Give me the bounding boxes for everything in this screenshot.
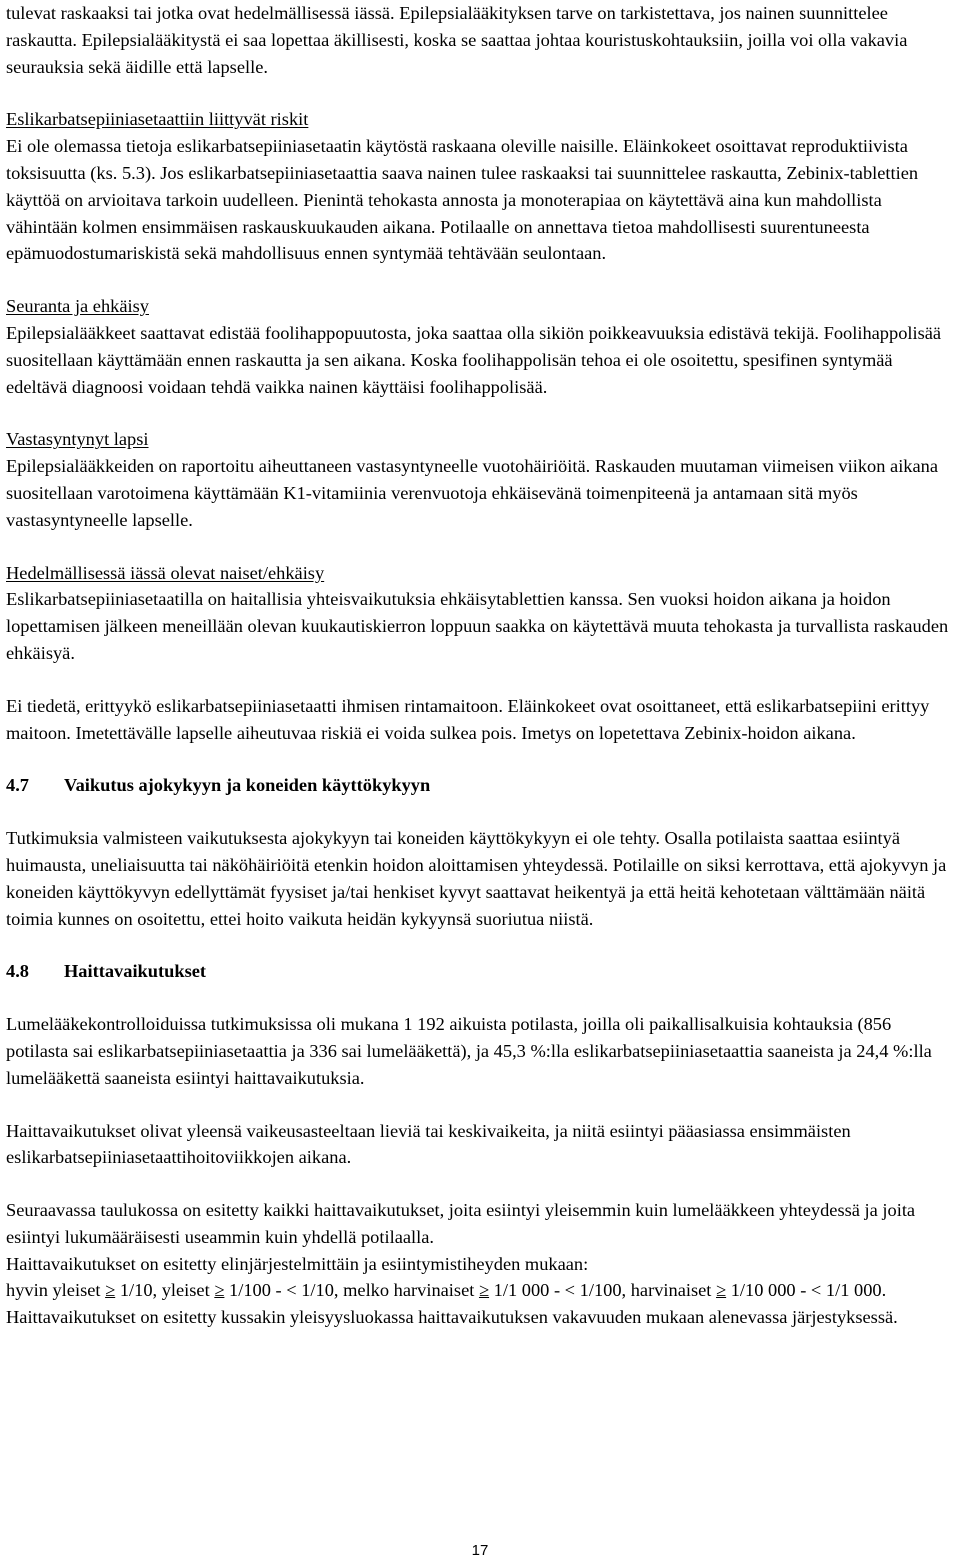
section-number: 4.7: [6, 775, 29, 796]
section-4-7-paragraph: Tutkimuksia valmisteen vaikutuksesta ajokykyyn tai koneiden käyttökykyyn ei ole tehty. Osalla potilaista saattaa esiintyä huimausta, uneliaisuutta tai näköhäiriöitä etenkin hoidon aloittamisen yhteydessä. Potilaille on siksi kerrottava, että ajokyvyn ja koneiden käyttökyvyn edellyttämät fyysiset ja/tai henkiset kyvyt saattavat heikentyä ja että heitä kehotetaan välttämään näitä toimia kunnes on osoitettu, ettei hoito vaikuta heidän kykyynsä suoriutua niistä.: [6, 828, 947, 929]
risks-paragraph: Ei ole olemassa tietoja eslikarbatsepiiniasetaatin käytöstä raskaana oleville naisille. Eläinkokeet osoittavat reproduktiivista toksisuutta (ks. 5.3). Jos eslikarbatsepiiniasetaattia saava nainen tulee raskaaksi tai suunnittelee raskautta, Zebinix-tablettien käyttöä on arvioitava tarkoin uudelleen. Pienintä tehokasta annosta ja monoterapiaa on käytettävä aina kun mahdollista vähintään kolmen ensimmäisen raskauskuukauden aikana. Potilaalle on annettava tietoa mahdollisesti suurentuneesta epämuodostumariskistä sekä mahdollisuus ennen syntymää tehtävään seulontaan.: [6, 136, 919, 264]
breastfeeding-paragraph: Ei tiedetä, erittyykö eslikarbatsepiiniasetaatti ihmisen rintamaitoon. Eläinkokeet ovat osoittaneet, että eslikarbatsepiini erittyy maitoon. Imetettävälle lapselle aiheutuvaa riskiä ei voida sulkea pois. Imetys on lopetettava Zebinix-hoidon aikana.: [6, 695, 930, 743]
freq-value: 1/1 000 - < 1/100, harvinaiset: [493, 1280, 712, 1301]
spacer: [6, 667, 954, 693]
spacer: [6, 400, 954, 426]
adverse-paragraph-3b: Haittavaikutukset on esitetty elinjärjestelmittäin ja esiintymistiheyden mukaan:: [6, 1253, 589, 1274]
adverse-paragraph-2: Haittavaikutukset olivat yleensä vaikeusasteeltaan lieviä tai keskivaikeita, ja niitä esiintyi pääasiassa ensimmäisten eslikarbatsepiiniasetaattihoitoviikkojen aikana.: [6, 1120, 851, 1168]
spacer: [6, 932, 954, 958]
spacer: [6, 534, 954, 560]
ge-symbol: ≥: [478, 1280, 490, 1301]
document-page: [6, 0, 954, 1331]
freq-value: 1/100 - < 1/10, melko harvinaiset: [229, 1280, 475, 1301]
spacer: [6, 80, 954, 106]
section-number: 4.8: [6, 961, 29, 982]
section-title: Vaikutus ajokykyyn ja koneiden käyttökykyyn: [64, 775, 431, 796]
ge-symbol: ≥: [214, 1280, 225, 1301]
spacer: [6, 746, 954, 772]
risks-heading: Eslikarbatsepiiniasetaattiin liittyvät riskit: [6, 109, 309, 130]
freq-label: hyvin yleiset: [6, 1280, 101, 1301]
fertile-heading: Hedelmällisessä iässä olevat naiset/ehkäisy: [6, 562, 325, 583]
freq-tail: Haittavaikutukset on esitetty kussakin yleisyysluokassa haittavaikutuksen vakavuuden mukaan alenevassa järjestyksessä.: [6, 1307, 898, 1328]
spacer: [6, 985, 954, 1011]
freq-value: 1/10, yleiset: [119, 1280, 210, 1301]
page-number: 17: [471, 1542, 489, 1559]
section-4-8-heading: [6, 958, 954, 985]
intro-paragraph: tulevat raskaaksi tai jotka ovat hedelmällisessä iässä. Epilepsialääkityksen tarve on tarkistettava, jos nainen suunnittelee raskautta. Epilepsialääkitystä ei saa lopettaa äkillisesti, koska se saattaa johtaa kouristuskohtauksiin, joilla voi olla vakavia seurauksia sekä äidille että lapselle.: [6, 3, 908, 77]
spacer: [6, 1092, 954, 1118]
fertile-paragraph: Eslikarbatsepiiniasetaatilla on haitallisia yhteisvaikutuksia ehkäisytablettien kanssa. Sen vuoksi hoidon aikana ja hoidon lopettamisen jälkeen meneillään olevan kuukautiskierron loppuun saakka on käytettävä muuta tehokasta ja turvallista raskauden ehkäisyä.: [6, 589, 949, 663]
section-title: Haittavaikutukset: [64, 961, 207, 982]
monitoring-heading: Seuranta ja ehkäisy: [6, 296, 149, 317]
spacer: [6, 1171, 954, 1197]
newborn-paragraph: Epilepsialääkkeiden on raportoitu aiheuttaneen vastasyntyneelle vuotohäiriöitä. Raskauden muutaman viimeisen viikon aikana suositellaan varotoimena käyttämään K1-vitamiinia verenvuotoja ehkäisevänä toimenpiteenä ja antamaan sitä myös vastasyntyneelle lapselle.: [6, 456, 939, 530]
adverse-paragraph-3: Seuraavassa taulukossa on esitetty kaikki haittavaikutukset, joita esiintyi yleisemmin kuin lumelääkkeen yhteydessä ja joita esiintyi lukumääräisesti useammin kuin yhdellä potilaalla.: [6, 1200, 916, 1247]
ge-symbol: ≥: [716, 1280, 727, 1301]
adverse-paragraph-1: Lumelääkekontrolloiduissa tutkimuksissa oli mukana 1 192 aikuista potilasta, joilla oli paikallisalkuisia kohtauksia (856 potilasta sai eslikarbatsepiiniasetaattia ja 336 sai lumelääkettä), ja 45,3 %:lla eslikarbatsepiiniasetaattia saaneista ja 24,4 %:lla lumelääkettä saaneista esiintyi haittavaikutuksia.: [6, 1014, 932, 1088]
spacer: [6, 267, 954, 293]
section-4-7-heading: [6, 772, 954, 799]
ge-symbol: ≥: [105, 1280, 116, 1301]
freq-value: 1/10 000 - < 1/1 000.: [730, 1280, 887, 1301]
monitoring-paragraph: Epilepsialääkkeet saattavat edistää foolihappopuutosta, joka saattaa olla sikiön poikkeavuuksia edistävä tekijä. Foolihappolisää suositellaan käyttämään ennen raskautta ja sen aikana. Koska foolihappolisän tehoa ei ole osoitettu, spesifinen syntymää edeltävä diagnoosi voidaan tehdä vaikka nainen käyttäisi foolihappolisää.: [6, 322, 942, 397]
spacer: [6, 799, 954, 825]
frequency-definitions: [6, 1277, 954, 1331]
newborn-heading: Vastasyntynyt lapsi: [6, 429, 149, 450]
